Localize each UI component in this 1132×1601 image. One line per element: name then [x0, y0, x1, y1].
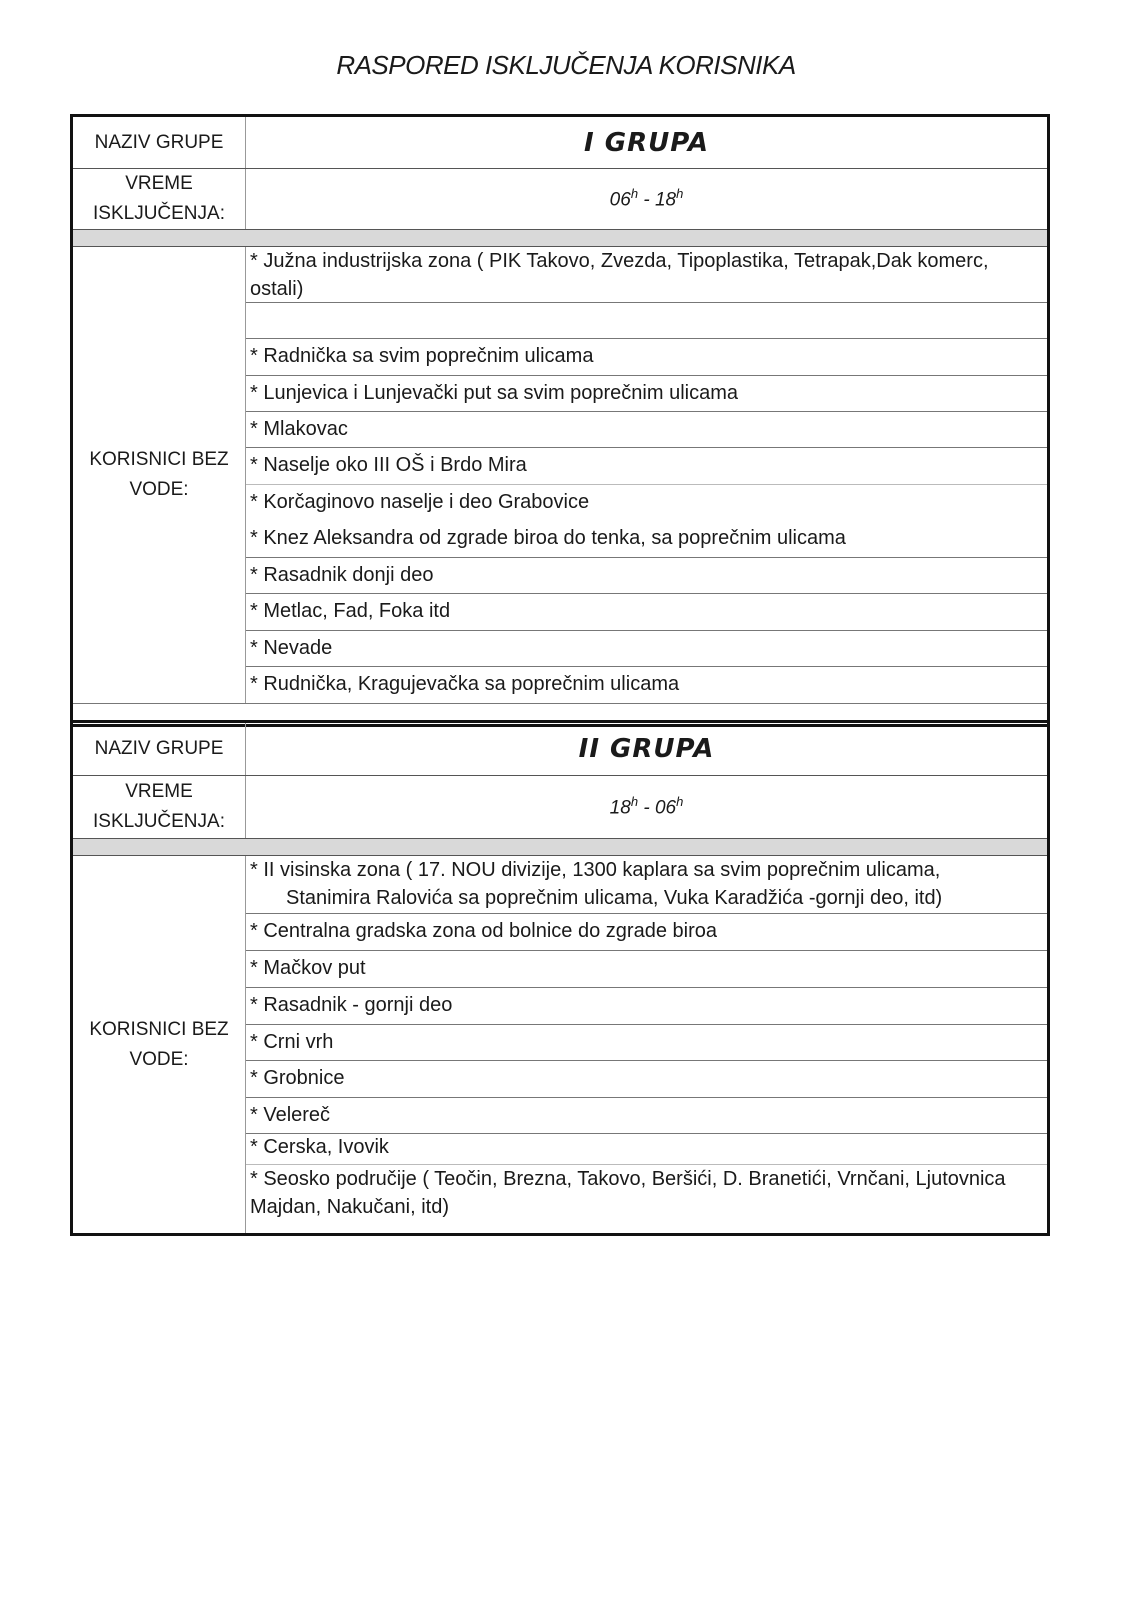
time-label: VREME ISKLJUČENJA:	[73, 776, 246, 838]
group-name-label: NAZIV GRUPE	[73, 117, 246, 168]
list-item: * Metlac, Fad, Foka itd	[246, 594, 1047, 631]
document-title: RASPORED ISKLJUČENJA KORISNIKA	[336, 50, 796, 80]
users-list	[246, 856, 1047, 1233]
list-item-empty	[246, 303, 1047, 339]
group-1-table	[70, 114, 1050, 727]
list-item: * Rasadnik donji deo	[246, 558, 1047, 594]
group-name-row	[73, 117, 1047, 169]
list-item: * Nevade	[246, 631, 1047, 667]
list-item: * Centralna gradska zona od bolnice do zgrade biroa	[246, 914, 1047, 951]
time-row	[73, 169, 1047, 230]
group-name-label: NAZIV GRUPE	[73, 723, 246, 775]
list-item: * Korčaginovo naselje i deo Grabovice	[250, 491, 590, 513]
group-name: I GRUPA	[584, 127, 709, 158]
users-list	[246, 247, 1047, 703]
group-name-row	[73, 723, 1047, 776]
users-section	[73, 856, 1047, 1233]
list-item: * Rasadnik - gornji deo	[246, 988, 1047, 1025]
time-label: VREME ISKLJUČENJA:	[73, 169, 246, 229]
list-item: * Lunjevica i Lunjevački put sa svim poprečnim ulicama	[246, 376, 1047, 412]
list-item: * Seosko područije ( Teočin, Brezna, Takovo, Beršići, D. Branetići, Vrnčani, Ljutovnica Majdan, Nakučani, itd)	[250, 1168, 1006, 1218]
list-item: * II visinska zona ( 17. NOU divizije, 1300 kaplara sa svim poprečnim ulicama, Stanimira Ralovića sa poprečnim ulicama, Vuka Karadžića -gornji deo, itd)	[246, 856, 1047, 914]
time-range: 06$^h$ - 18$^h$	[609, 186, 684, 211]
group-name: II GRUPA	[578, 734, 715, 764]
list-item: * Velereč	[246, 1098, 1047, 1134]
separator	[73, 839, 1047, 856]
list-item: * Knez Aleksandra od zgrade biroa do tenka, sa poprečnim ulicama	[246, 521, 1047, 558]
list-item: * Crni vrh	[246, 1025, 1047, 1061]
group-2-table	[70, 720, 1050, 1236]
list-item: * Južna industrijska zona ( PIK Takovo, Zvezda, Tipoplastika, Tetrapak,Dak komerc, ostali)	[246, 247, 1047, 303]
list-item: * Naselje oko III OŠ i Brdo Mira	[246, 448, 1047, 485]
users-section	[73, 247, 1047, 703]
list-item: * Rudnička, Kragujevačka sa poprečnim ulicama	[250, 673, 680, 695]
list-item: * Mačkov put	[246, 951, 1047, 988]
list-item: * Radnička sa svim poprečnim ulicama	[246, 339, 1047, 376]
users-label: KORISNICI BEZ VODE:	[73, 856, 246, 1233]
separator	[73, 230, 1047, 247]
users-label: KORISNICI BEZ VODE:	[73, 247, 246, 703]
list-item: * Mlakovac	[246, 412, 1047, 448]
list-item: * Grobnice	[246, 1061, 1047, 1098]
time-range: 18$^h$ - 06$^h$	[609, 794, 684, 819]
list-item: * Cerska, Ivovik	[246, 1134, 1047, 1165]
time-row	[73, 776, 1047, 839]
